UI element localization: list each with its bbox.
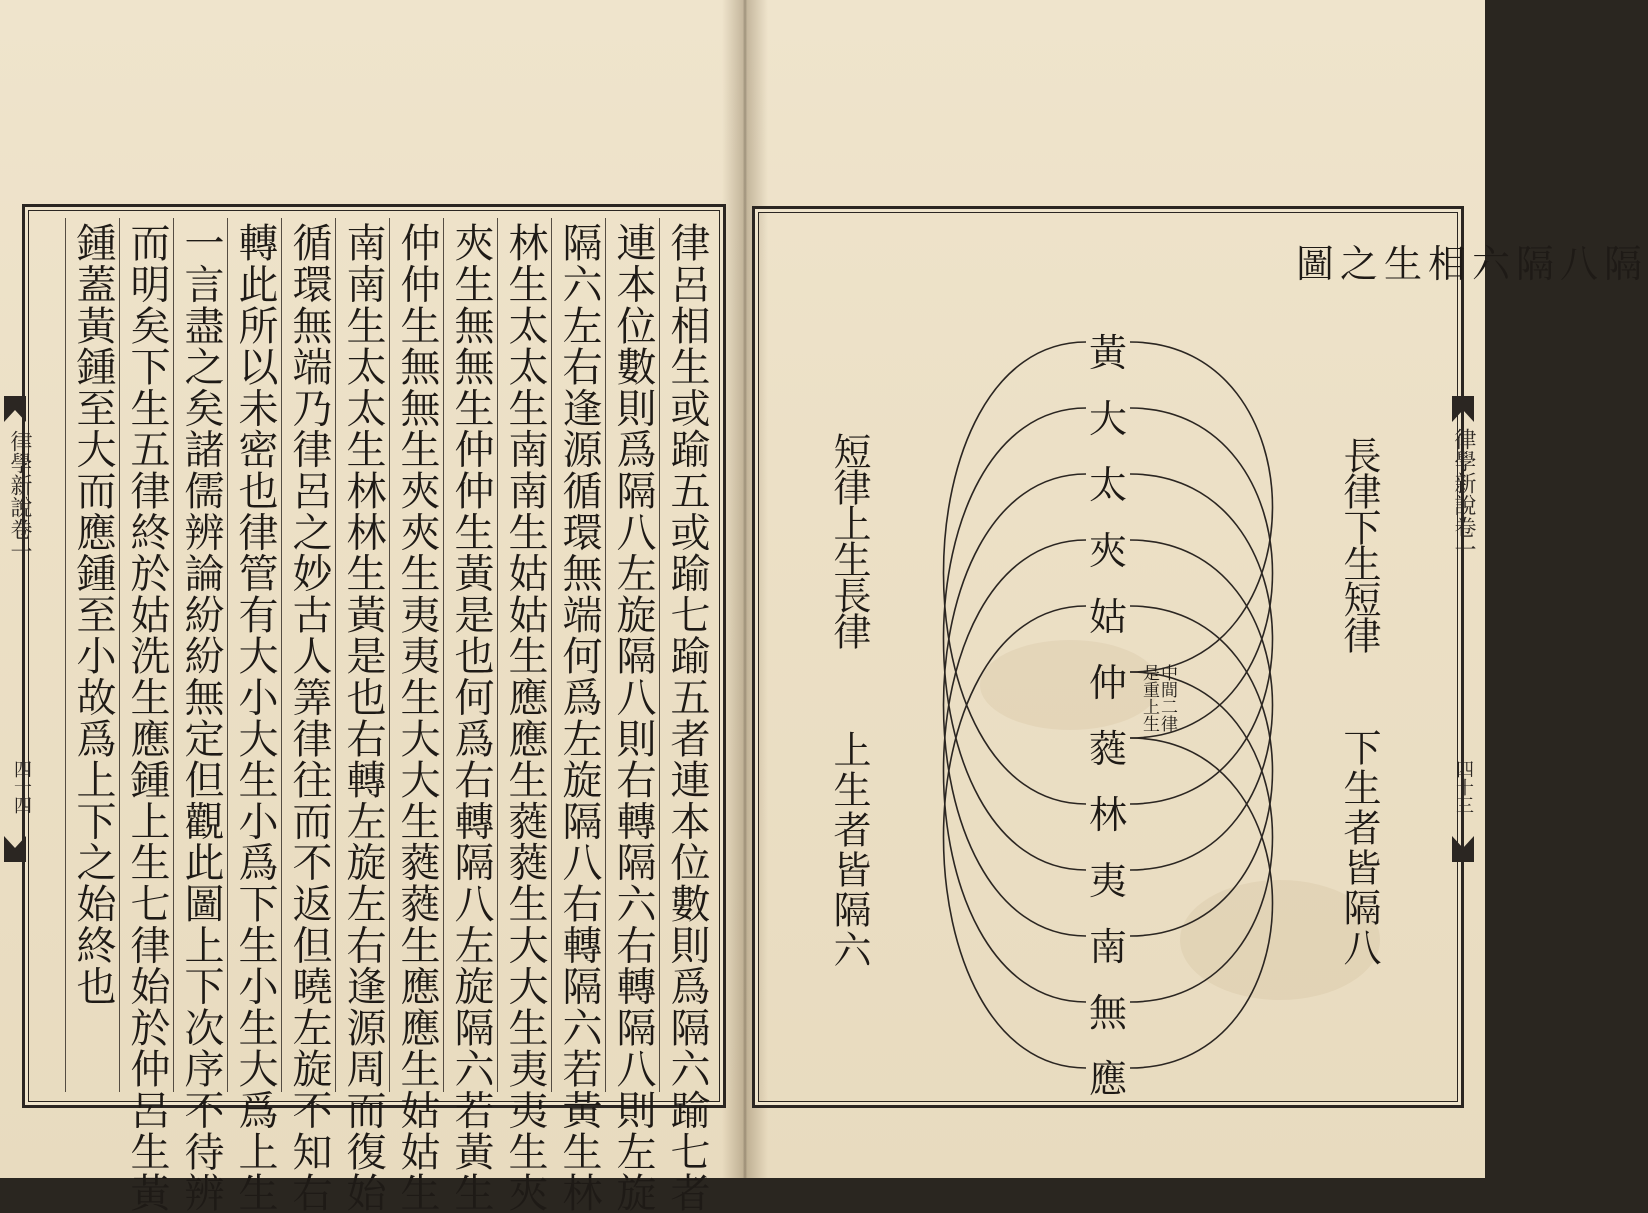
pitch-label: 太 (1088, 463, 1128, 507)
pitch-label: 南 (1088, 925, 1128, 969)
interval-arc (1130, 606, 1273, 936)
label-short-up: 短律上生長律 (827, 432, 871, 648)
text-column: 夾生無無生仲仲生黃是也何爲右轉隔八左旋隔六若黃生 (448, 222, 494, 1213)
interval-arc (1130, 474, 1273, 804)
text-column: 隔六左右逢源循環無端何爲左旋隔八右轉隔六若黃生林 (556, 222, 602, 1213)
pitch-labels (1089, 331, 1129, 1101)
text-column: 連本位數則爲隔八左旋隔八則右轉隔六右轉隔八則左旋 (610, 222, 656, 1213)
text-column: 鍾蓋黃鍾至大而應鍾至小故爲上下之始終也 (70, 222, 116, 1007)
label-down-every: 下生者皆隔八 (1337, 728, 1381, 968)
text-column: 律呂相生或踰五或踰七踰五者連本位數則爲隔六踰七者 (664, 222, 710, 1213)
label-up-every: 上生者皆隔六 (827, 730, 871, 970)
interval-arc (944, 342, 1087, 804)
text-column: 轉此所以未密也律管有大小大生小爲下生小生大爲上生 (232, 222, 278, 1213)
interval-arc (1130, 738, 1273, 1068)
label-long-down: 長律下生短律 (1337, 436, 1381, 652)
text-column: 林生太太生南南生姑姑生應應生蕤蕤生大大生夷夷生夾 (502, 222, 548, 1213)
right-margin-title: 律學新說卷一 (1451, 428, 1476, 560)
pitch-label: 仲 (1088, 661, 1128, 705)
left-margin-title: 律學新說卷一 (7, 430, 32, 562)
middle-note (1140, 664, 1176, 732)
pitch-label: 應 (1088, 1057, 1128, 1101)
pitch-label: 林 (1088, 793, 1128, 837)
interval-arc (944, 606, 1087, 1068)
right-page-number: 四十三 (1453, 760, 1474, 814)
pitch-label: 蕤 (1088, 727, 1128, 771)
interval-arc (944, 408, 1087, 870)
text-column: 南南生太太生林林生黃是也右轉左旋左右逢源周而復始 (340, 222, 386, 1213)
pitch-label: 夾 (1088, 529, 1128, 573)
interval-arc (944, 540, 1087, 1002)
left-page-number: 四十四 (11, 760, 32, 814)
text-column: 仲仲生無無生夾夾生夷夷生大大生蕤蕤生應應生姑姑生 (394, 222, 440, 1213)
interval-arc (944, 474, 1087, 936)
pitch-label: 黃 (1088, 331, 1128, 375)
text-column: 一言盡之矣諸儒辨論紛紛無定但觀此圖上下次序不待辨 (178, 222, 224, 1213)
pitch-label: 夷 (1088, 859, 1128, 903)
diagram-title: 隔八隔六相生之圖 (1296, 242, 1648, 286)
pitch-label: 姑 (1088, 595, 1128, 639)
text-column: 循環無端乃律呂之妙古人筭律往而不返但曉左旋不知右 (286, 222, 332, 1213)
pitch-label: 無 (1088, 991, 1128, 1035)
interval-arc (1130, 342, 1273, 672)
middle-note-line: 中間二律 (1157, 664, 1177, 732)
text-column: 而明矣下生五律終於姑洗生應鍾上生七律始於仲呂生黃 (124, 222, 170, 1213)
middle-note-line: 是重上生 (1139, 664, 1159, 732)
pitch-label: 大 (1088, 397, 1128, 441)
